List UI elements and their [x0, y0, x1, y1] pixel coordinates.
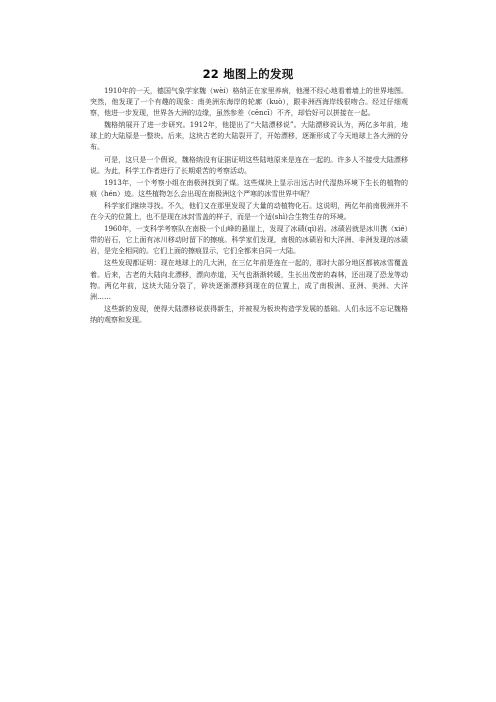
paragraph: 这些发现都证明：现在地球上的几大洲，在三亿年前是连在一起的，那时大部分地区都被冰雪覆盖着。后来，古老的大陆向北漂移，漂向赤道，天气也渐渐转暖，生长出茂密的森林，还出现了恐龙等动物。两亿年前，这块大陆分裂了，碎块逐渐漂移到现在的位置上，成了南极洲、亚洲、美洲、大洋洲……	[90, 259, 408, 301]
paragraph: 这些新的发现，使得大陆漂移说获得新生，并被视为板块构造学发展的基础。人们永远不忘记魏格纳的观察和发现。	[90, 304, 408, 324]
document-title: 22 地图上的发现	[202, 67, 294, 81]
paragraph: 可是，这只是一个假说，魏格纳没有证据证明这些陆地原来是连在一起的。许多人不接受大陆漂移说。为此，科学工作者进行了长期艰苦的考察活动。	[90, 155, 408, 175]
paragraph: 1910年的一天，德国气象学家魏（wèi）格纳正在家里养病，他漫不经心地看着墙上的世界地图。突然，他发现了一个有趣的现象：南美洲东海岸的轮廓（kuò），跟非洲西海岸线很吻合。经过仔细观察，他进一步发现，世界各大洲的边缘，虽然参差（cēncī）不齐，却恰好可以拼接在一起。	[90, 87, 408, 118]
paragraph: 1960年，一支科学考察队在南极一个山峰的悬崖上，发现了冰碛(qì)岩。冰碛岩就是冰川携（xié）带的岩石，它上面有冰川移动时留下的擦痕。科学家们发现，南极的冰碛岩和大洋洲、非洲发现的冰碛岩，是完全相同的。它们上面的擦痕显示，它们全都来自同一大陆。	[90, 225, 408, 256]
paragraph: 1913年，一个考察小组在南极洲找到了煤。这些煤块上显示出远古时代湿热环境下生长的植物的痕（hén）迹。这些植物怎么会出现在南极洲这个严寒的冰雪世界中呢？	[90, 178, 408, 198]
document-body	[90, 86, 408, 327]
paragraph: 魏格纳展开了进一步研究。1912年，他提出了“大陆漂移说”。大陆漂移说认为，两亿多年前，地球上的大陆原是一整块。后来，这块古老的大陆裂开了，开始漂移，逐渐形成了今天地球上各大洲的分布。	[90, 121, 408, 152]
paragraph: 科学家们继续寻找。不久，他们又在那里发现了大量的动植物化石。这说明，两亿年前南极洲并不在今天的位置上，也不是现在冰封雪盖的样子，而是一个适(shì)合生物生存的环境。	[90, 201, 408, 222]
